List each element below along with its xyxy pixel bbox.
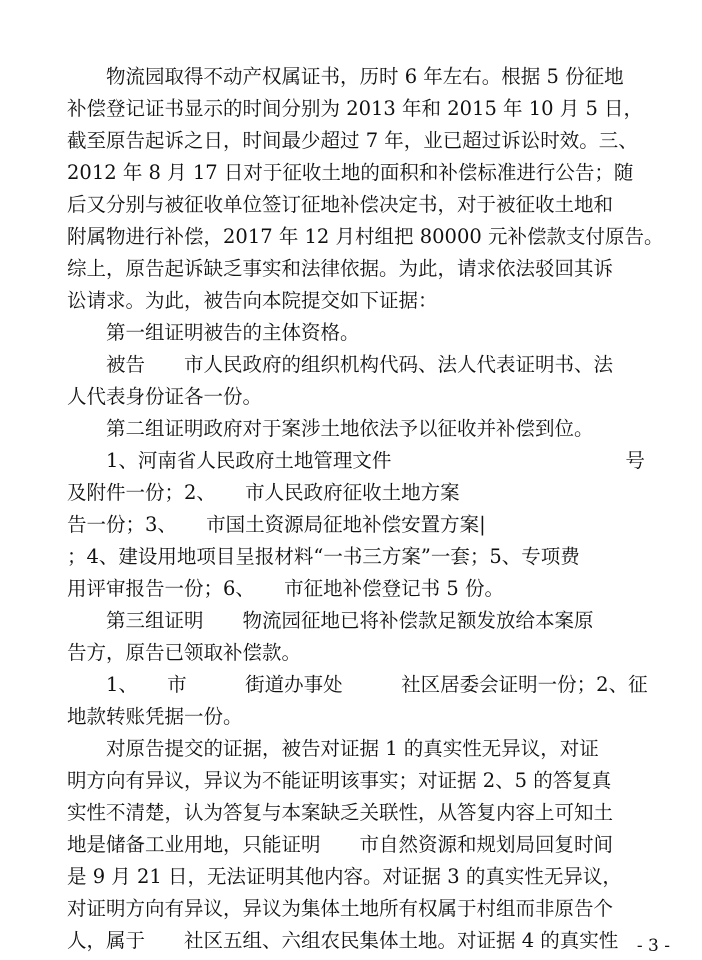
text-line: 地款转账凭据一份。	[67, 705, 243, 728]
text-line: 对原告提交的证据，被告对证据 1 的真实性无异议，对证	[106, 737, 599, 760]
text-line: 补偿登记证书显示的时间分别为 2013 年和 2015 年 10 月 5 日，	[67, 97, 644, 120]
text-line: 附属物进行补偿，2017 年 12 月村组把 80000 元补偿款支付原告。	[67, 225, 664, 248]
text-line: ；4、建设用地项目呈报材料“一书三方案”一套；5、专项费	[67, 545, 580, 568]
text-line: 地是储备工业用地，只能证明 市自然资源和规划局回复时间	[67, 833, 614, 856]
page-number: - 3 -	[636, 936, 670, 956]
text-line: 及附件一份；2、 市人民政府征收土地方案	[67, 481, 460, 504]
text-line: 讼请求。为此，被告向本院提交如下证据：	[67, 289, 438, 312]
text-line: 截至原告起诉之日，时间最少超过 7 年，业已超过诉讼时效。三、	[67, 129, 638, 152]
text-line: 物流园取得不动产权属证书，历时 6 年左右。根据 5 份征地	[106, 65, 624, 88]
text-line: 人代表身份证各一份。	[67, 385, 263, 408]
text-line: 1、 市 街道办事处 社区居委会证明一份；2、征	[106, 673, 648, 696]
text-line: 用评审报告一份；6、 市征地补偿登记书 5 份。	[67, 577, 504, 600]
text-line: 1、河南省人民政府土地管理文件 号	[106, 449, 645, 472]
text-line: 后又分别与被征收单位签订征地补偿决定书，对于被征收土地和	[67, 193, 614, 216]
text-line: 告一份；3、 市国土资源局征地补偿安置方案|	[67, 513, 486, 536]
text-line: 第二组证明政府对于案涉土地依法予以征收并补偿到位。	[106, 417, 594, 440]
text-line: 明方向有异议，异议为不能证明该事实；对证据 2、5 的答复真	[67, 769, 612, 792]
text-line: 被告 市人民政府的组织机构代码、法人代表证明书、法	[106, 353, 614, 376]
text-line: 告方，原告已领取补偿款。	[67, 641, 302, 664]
text-line: 实性不清楚，认为答复与本案缺乏关联性，从答复内容上可知土	[67, 801, 614, 824]
text-line: 综上，原告起诉缺乏事实和法律依据。为此，请求依法驳回其诉	[67, 257, 614, 280]
text-line: 对证明方向有异议，异议为集体土地所有权属于村组而非原告个	[67, 897, 614, 920]
text-line: 第三组证明 物流园征地已将补偿款足额发放给本案原	[106, 609, 594, 632]
text-line: 人，属于 社区五组、六组农民集体土地。对证据 4 的真实性	[67, 929, 619, 952]
text-line: 第一组证明被告的主体资格。	[106, 321, 360, 344]
text-line: 2012 年 8 月 17 日对于征收土地的面积和补偿标准进行公告；随	[67, 161, 634, 184]
text-line: 是 9 月 21 日，无法证明其他内容。对证据 3 的真实性无异议，	[67, 865, 622, 888]
